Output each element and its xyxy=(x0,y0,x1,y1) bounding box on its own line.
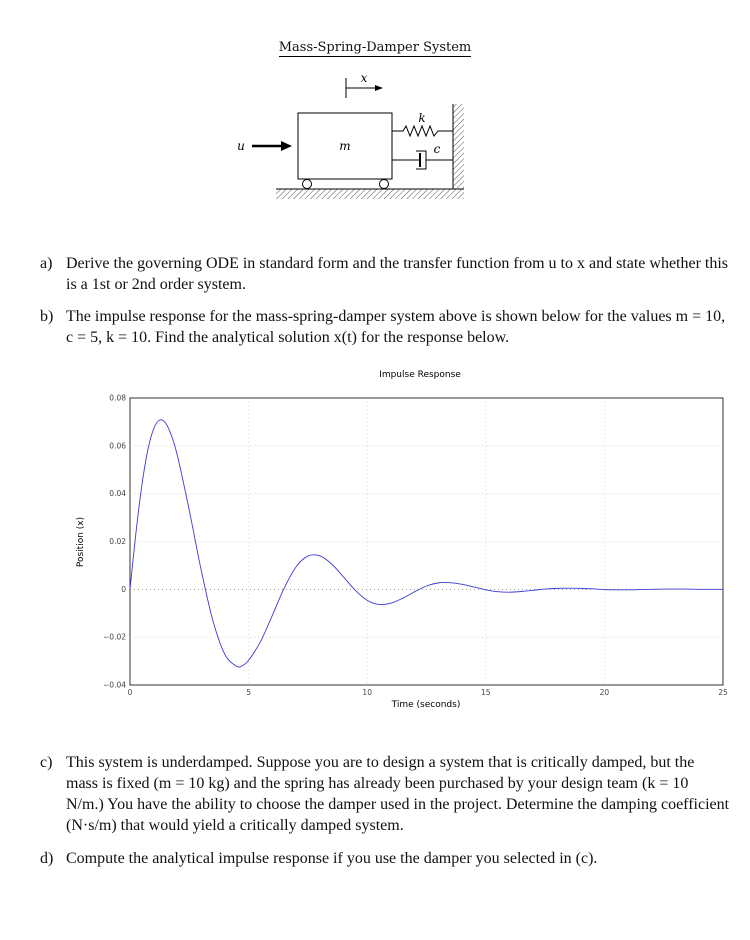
question-label: b) xyxy=(40,308,54,325)
question-label: d) xyxy=(40,850,54,867)
x-tick-label: 20 xyxy=(599,688,610,697)
ground-hatch xyxy=(276,189,464,199)
impulse-response-chart xyxy=(70,364,740,714)
x-tick-label: 25 xyxy=(718,688,728,697)
wall-hatch xyxy=(453,104,464,190)
damper-label: c xyxy=(433,142,441,156)
spring xyxy=(392,126,453,136)
question-d xyxy=(40,848,730,869)
y-tick-label: −0.04 xyxy=(103,680,126,690)
question-text: The impulse response for the mass-spring-damper system above is shown below for the values m = 10, c = 5, k = 10. Find the analytical solution x(t) for the response below. xyxy=(66,308,726,346)
y-tick-label: 0.04 xyxy=(109,489,126,499)
u-label: u xyxy=(237,139,245,153)
mass-spring-damper-diagram xyxy=(230,70,480,205)
chart-title: Impulse Response xyxy=(379,370,461,380)
question-text: This system is underdamped. Suppose you are to design a system that is critically damped, but the mass is fixed (m = 10 kg) and the spring has already been purchased by your design team (k = 10 N/m.) You have the ability to choose the damper used in the project. Determine the damping coefficient (N·s/m) that would yield a critically damped system. xyxy=(66,754,730,834)
y-tick-label: 0.02 xyxy=(109,537,126,546)
wheel-right xyxy=(380,180,389,189)
y-tick-label: −0.02 xyxy=(103,632,126,642)
y-tick-label: 0 xyxy=(121,584,126,594)
question-text: Compute the analytical impulse response if you use the damper you selected in (c). xyxy=(66,850,598,867)
question-label: c) xyxy=(40,754,53,771)
damper xyxy=(392,151,453,169)
y-tick-label: 0.06 xyxy=(109,441,126,451)
x-tick-label: 0 xyxy=(127,688,133,697)
x-tick-label: 10 xyxy=(362,688,372,697)
x-label: x xyxy=(360,71,368,85)
x-axis-label: Time (seconds) xyxy=(391,700,461,710)
question-text: Derive the governing ODE in standard form and the transfer function from u to x and state whether this is a 1st or 2nd order system. xyxy=(66,255,729,293)
question-b xyxy=(40,306,730,348)
y-tick-label: 0.08 xyxy=(109,393,126,403)
x-arrow-head xyxy=(375,85,383,91)
wheel-left xyxy=(303,180,312,189)
y-axis-label: Position (x) xyxy=(76,516,86,568)
question-label: a) xyxy=(40,255,53,272)
x-tick-label: 15 xyxy=(481,688,491,697)
spring-label: k xyxy=(418,111,426,125)
figure-title: Mass-Spring-Damper System xyxy=(278,40,472,55)
question-c xyxy=(40,752,730,836)
question-a xyxy=(40,253,730,295)
x-tick-label: 5 xyxy=(246,688,251,697)
u-force-arrow-head xyxy=(281,141,292,151)
mass-label: m xyxy=(339,139,351,153)
